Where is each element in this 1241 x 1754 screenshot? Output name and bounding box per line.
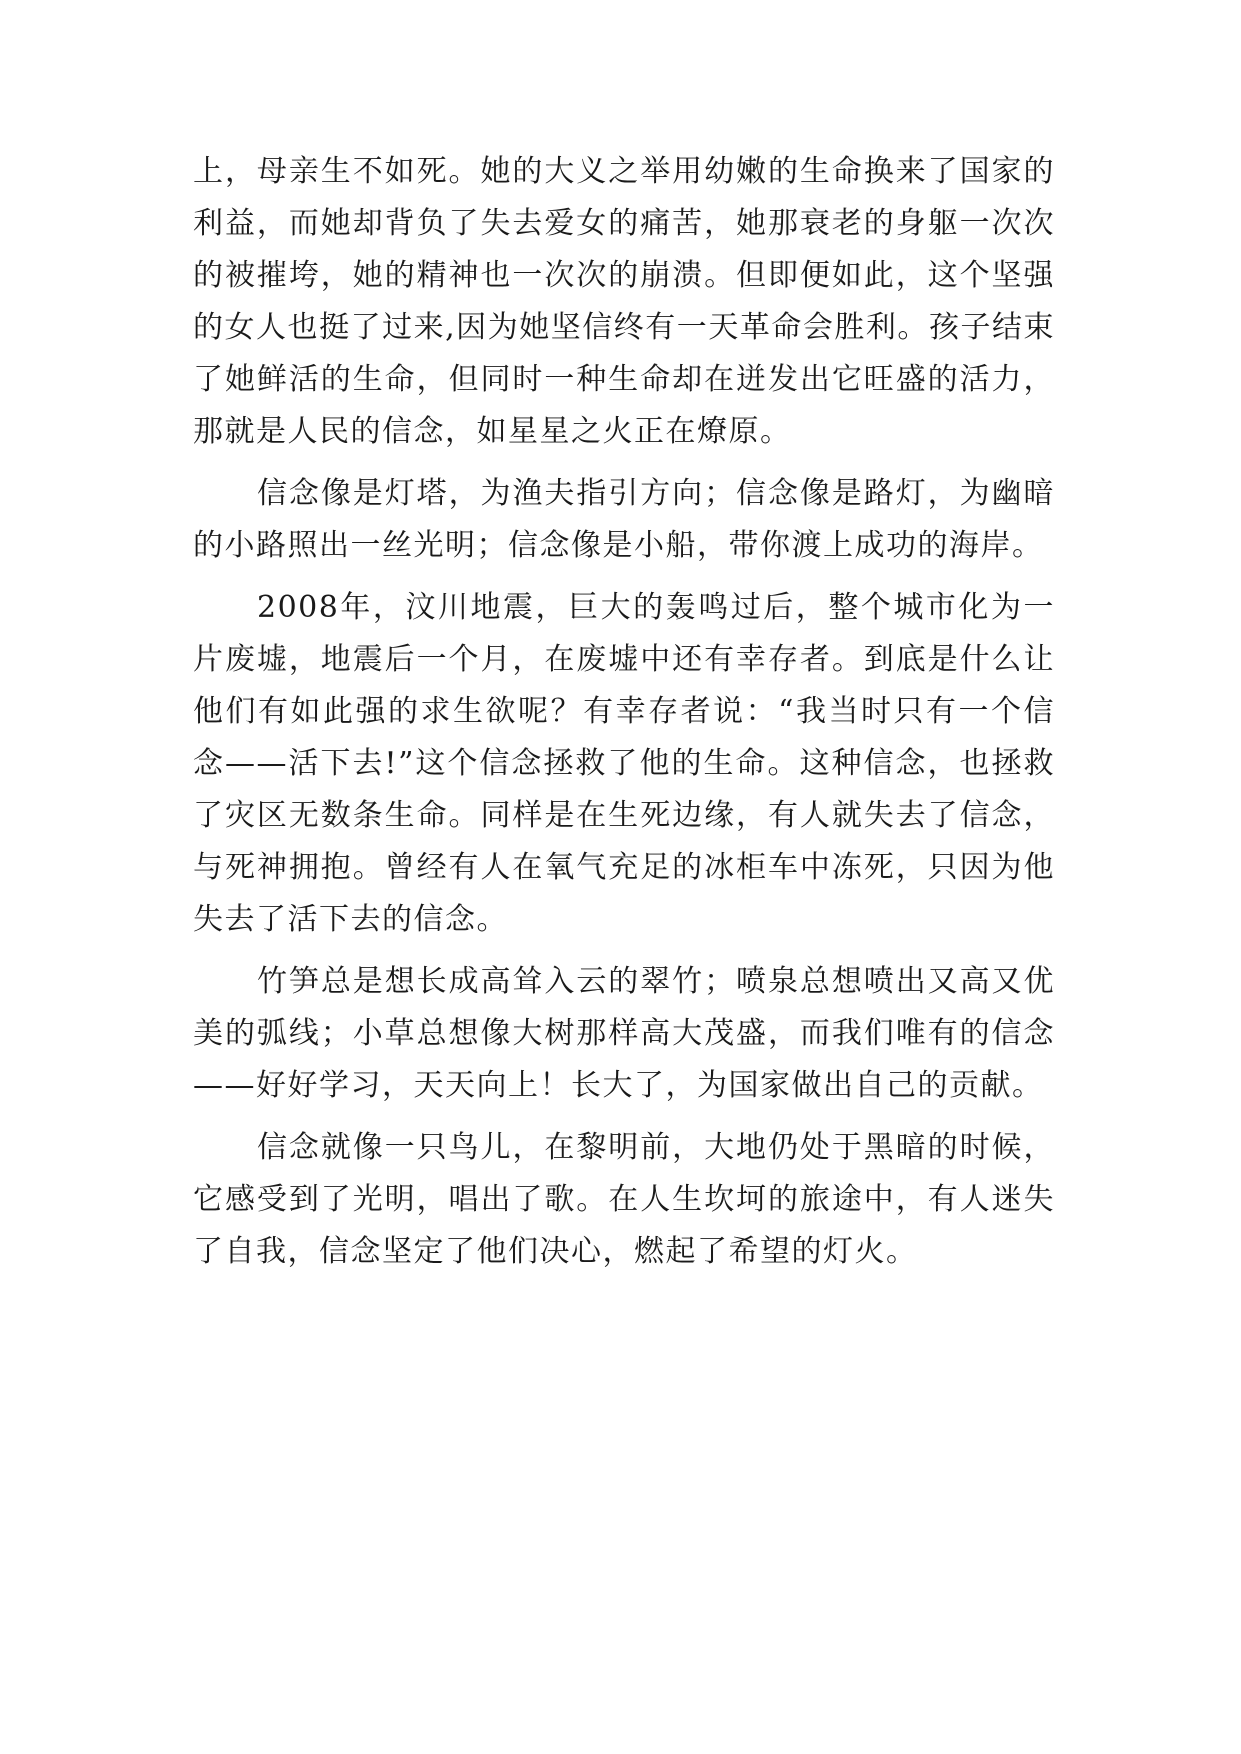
paragraph-5: 信念就像一只鸟儿，在黎明前，大地仍处于黑暗的时候，它感受到了光明，唱出了歌。在人生坎坷的旅途中，有人迷失了自我，信念坚定了他们决心，燃起了希望的灯火。	[193, 1130, 1055, 1269]
paragraph-2: 信念像是灯塔，为渔夫指引方向；信念像是路灯，为幽暗的小路照出一丝光明；信念像是小船，带你渡上成功的海岸。	[193, 476, 1055, 563]
document-page	[193, 146, 1055, 1288]
paragraph-4: 竹笋总是想长成高耸入云的翠竹；喷泉总想喷出又高又优美的弧线；小草总想像大树那样高大茂盛，而我们唯有的信念——好好学习，天天向上！长大了，为国家做出自己的贡献。	[193, 964, 1055, 1103]
paragraph-1: 上，母亲生不如死。她的大义之举用幼嫩的生命换来了国家的利益，而她却背负了失去爱女的痛苦，她那衰老的身躯一次次的被摧垮，她的精神也一次次的崩溃。但即便如此，这个坚强的女人也挺了过来,因为她坚信终有一天革命会胜利。孩子结束了她鲜活的生命，但同时一种生命却在迸发出它旺盛的活力，那就是人民的信念，如星星之火正在燎原。	[193, 154, 1055, 449]
paragraph-3: 2008年，汶川地震，巨大的轰鸣过后，整个城市化为一片废墟，地震后一个月，在废墟中还有幸存者。到底是什么让他们有如此强的求生欲呢？有幸存者说：“我当时只有一个信念——活下去!”这个信念拯救了他的生命。这种信念，也拯救了灾区无数条生命。同样是在生死边缘，有人就失去了信念，与死神拥抱。曾经有人在氧气充足的冰柜车中冻死，只因为他失去了活下去的信念。	[193, 590, 1055, 937]
